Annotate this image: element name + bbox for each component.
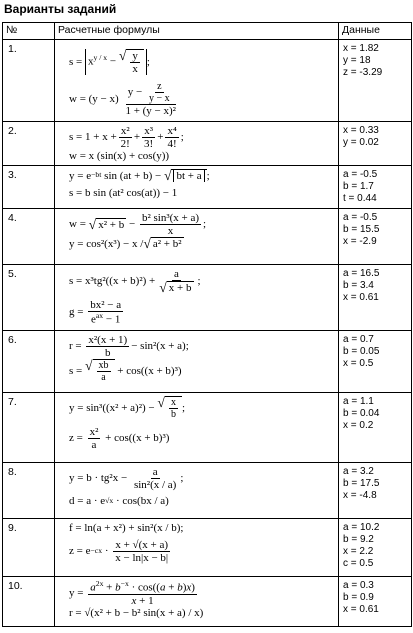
page-title: Варианты заданий	[4, 2, 117, 16]
variant-number: 7.	[3, 393, 55, 463]
data-cell: x = 1.82 y = 18 z = -3.29	[339, 40, 412, 122]
formula-cell: f = ln(a + x²) + sin²(x / b); z = e −cx · $\frac{x + √(x + a)}{x - \ln|x - b|}$	[55, 519, 339, 577]
formula-cell: s = 1 + x + $\frac{\text{x²}}{2!}$ + $\frac{\text{x³}}{3!}$ + $\frac{\text{x⁴}}{4!}$ ; w = x (sin(x) + cos(y))	[55, 122, 339, 166]
header-num: №	[3, 23, 55, 40]
variant-number: 5.	[3, 265, 55, 331]
table-header	[3, 23, 412, 40]
variant-number: 1.	[3, 40, 55, 122]
data-cell: a = 1.1 b = 0.04 x = 0.2	[339, 393, 412, 463]
table-row	[3, 331, 412, 393]
data-cell: a = -0.5 b = 1.7 t = 0.44	[339, 166, 412, 209]
header-formulas: Расчетные формулы	[55, 23, 339, 40]
variant-number: 3.	[3, 166, 55, 209]
table-row	[3, 40, 412, 122]
formula-cell: y = b · tg²x − $\frac{a}{\text{sin²(x / a)}}$ ; d = a · e √x · cos(bx / a)	[55, 463, 339, 519]
table-row	[3, 265, 412, 331]
header-data: Данные	[339, 23, 412, 40]
data-cell: a = -0.5 b = 15.5 x = -2.9	[339, 209, 412, 265]
formula-cell: s = x³tg²((x + b)²) + a √ x + b ; g = $\frac{\text{bx² − a}}{e^{ax} - 1}$	[55, 265, 339, 331]
formula-cell: s = $x^{y / x}$ − √ $\frac{y}{x}$ ; w = (y − x) y − $\frac{z}{y - x}$ 1 + (y − x)²	[55, 40, 339, 122]
data-cell: a = 0.7 b = 0.05 x = 0.5	[339, 331, 412, 393]
variants-table	[2, 22, 412, 627]
data-cell: a = 16.5 b = 3.4 x = 0.61	[339, 265, 412, 331]
variant-number: 2.	[3, 122, 55, 166]
variant-number: 4.	[3, 209, 55, 265]
table-row	[3, 209, 412, 265]
table-row	[3, 393, 412, 463]
table-row	[3, 463, 412, 519]
table-row	[3, 122, 412, 166]
formula-cell: y = $\frac{a^{2x} + b^{-x} \cdot \cos((a + b)x)}{x + 1}$ r = √(x² + b − b² sin(x + a) / x)	[55, 577, 339, 627]
data-cell: a = 3.2 b = 17.5 x = -4.8	[339, 463, 412, 519]
data-cell: a = 10.2 b = 9.2 x = 2.2 c = 0.5	[339, 519, 412, 577]
formula-cell: y = e −bt sin (at + b) − √ bt + a ; s = b sin (at² cos(at)) − 1	[55, 166, 339, 209]
table-row	[3, 166, 412, 209]
variant-number: 10.	[3, 577, 55, 627]
formula-cell: w = √ x² + b − $\frac{\text{b² sin³(x + a)}}{x}$ ; y = cos²(x³) − x / √ a² + b²	[55, 209, 339, 265]
variant-number: 6.	[3, 331, 55, 393]
variant-number: 9.	[3, 519, 55, 577]
data-cell: x = 0.33 y = 0.02	[339, 122, 412, 166]
table-row	[3, 519, 412, 577]
variant-number: 8.	[3, 463, 55, 519]
table-row	[3, 577, 412, 627]
formula-cell: y = sin³((x² + a)²) − √ $\frac{x}{b}$ ; z = $\frac{\text{x²}}{a}$ + cos((x + b)³)	[55, 393, 339, 463]
data-cell: a = 0.3 b = 0.9 x = 0.61	[339, 577, 412, 627]
formula-cell: r = $\frac{\text{x²(x + 1)}}{b}$ − sin²(x + a); s = √ $\frac{xb}{a}$ + cos((x + b)³)	[55, 331, 339, 393]
